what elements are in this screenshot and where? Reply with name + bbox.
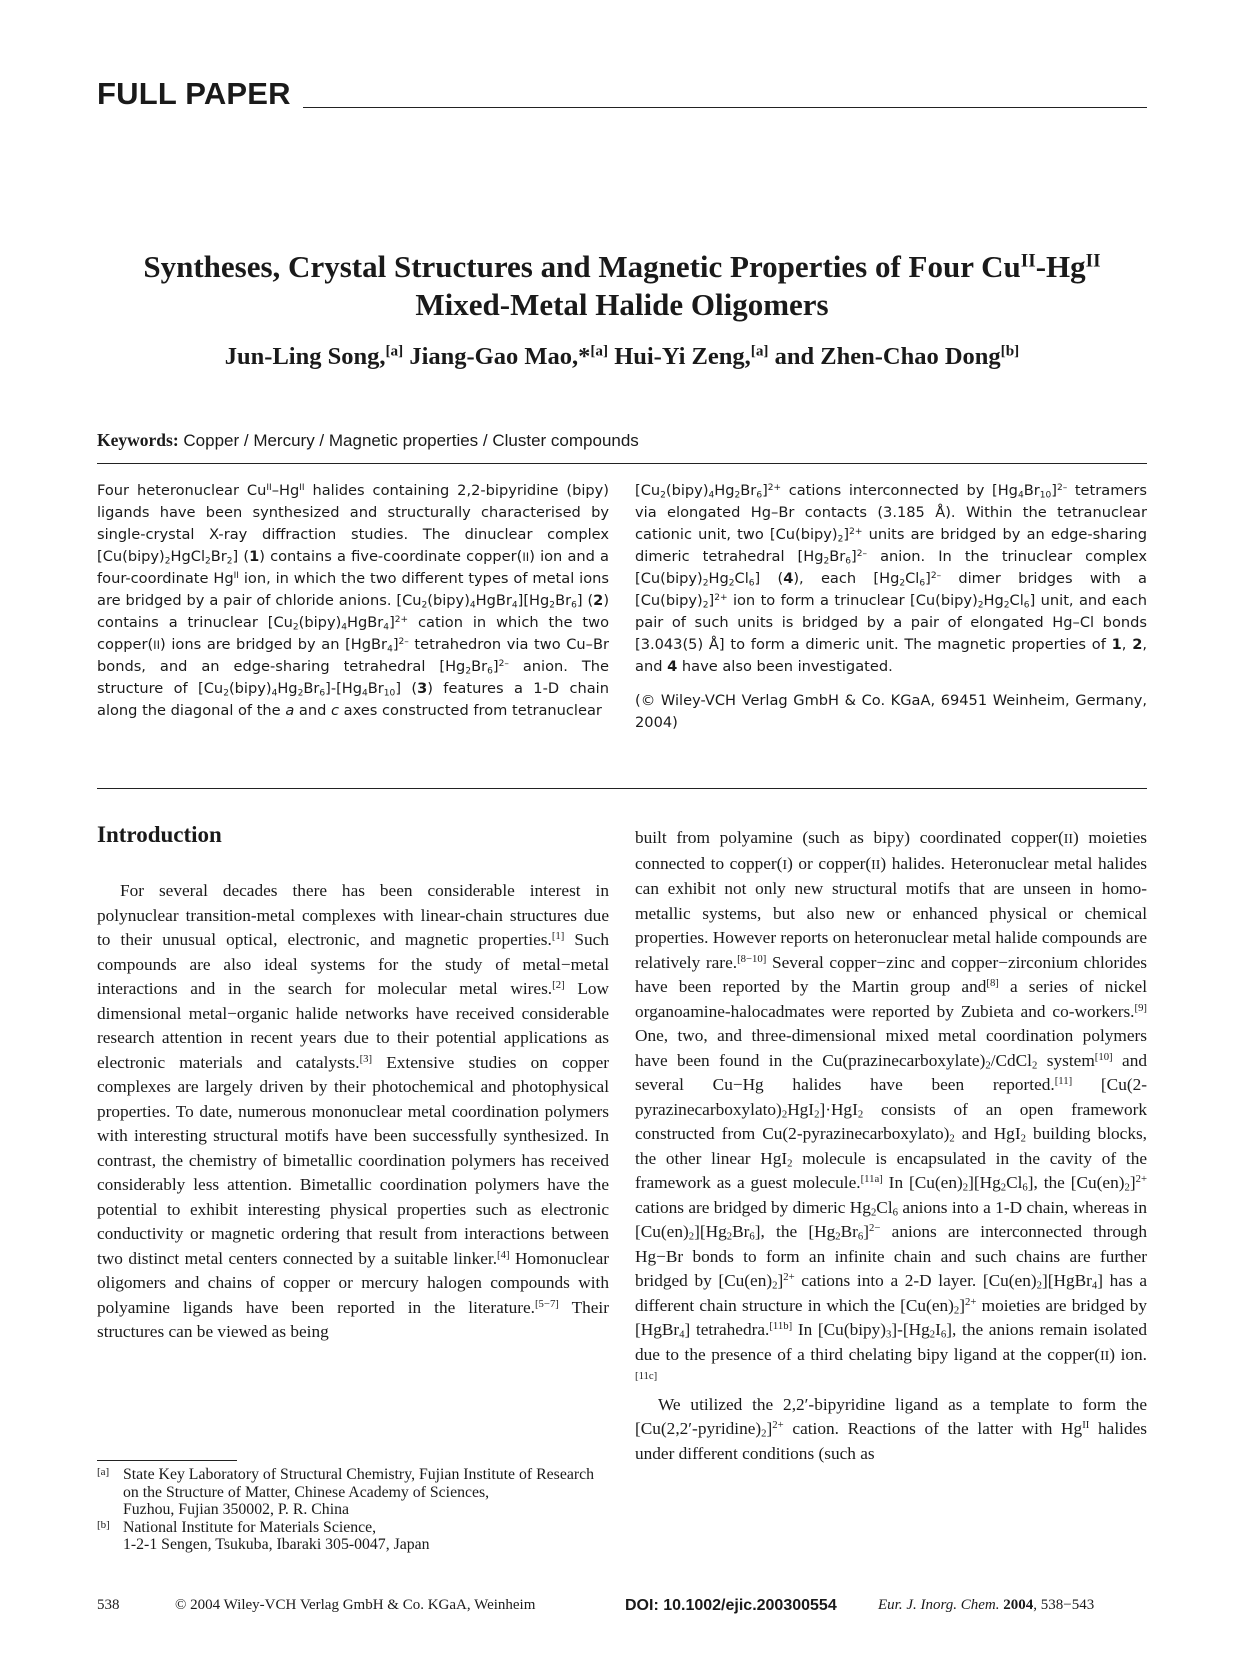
abstract-right-column xyxy=(635,480,1147,734)
abstract-bottom-rule xyxy=(97,788,1147,789)
header-label: FULL PAPER xyxy=(97,76,291,111)
page-number: 538 xyxy=(97,1597,120,1613)
author-name: Jiang-Gao Mao,* xyxy=(409,343,591,370)
body-paragraph: For several decades there has been considerable interest in polynuclear transition-metal complexes with linear-chain structures due to their unusual optical, electronic, and magnetic properties.[1] Such compounds are also ideal systems for the study of metal−metal interactions and in the search for molecular metal wires.[2] Low dimensional metal−organic halide networks have received considerable research attention in recent years due to their potential applications as electronic materials and catalysts.[3] Extensive studies on copper complexes are largely driven by their photochemical and photophysical properties. To date, numerous mononuclear metal coordination polymers with interesting structural motifs have been successfully synthesized. In contrast, the chemistry of bimetallic coordination polymers has received considerably less attention. Bimetallic coordination polymers have the potential to exhibit interesting physical properties such as electronic conductivity or magnetic ordering that result from interactions between two distinct metal centers connected by a suitable linker.[4] Homonuclear oligomers and chains of copper or mercury halogen compounds with polyamine ligands have been reported in the literature.[5−7] Their structures can be viewed as being xyxy=(97,881,610,1341)
abstract-left-column xyxy=(97,480,609,722)
body-right-column xyxy=(635,826,1147,1466)
header-rule xyxy=(303,107,1147,108)
title-sup1: II xyxy=(1020,250,1036,272)
keywords-text: Copper / Mercury / Magnetic properties / Cluster compounds xyxy=(183,431,639,450)
title-line1: Syntheses, Crystal Structures and Magnetic Properties of Four Cu xyxy=(143,249,1021,284)
abstract-top-rule xyxy=(97,463,1147,464)
footnote-rule xyxy=(97,1460,237,1461)
footnote-mark: [b] xyxy=(97,1518,110,1531)
title-mid: -Hg xyxy=(1035,249,1086,284)
journal-name: Eur. J. Inorg. Chem. xyxy=(878,1597,1000,1613)
footnote-b xyxy=(97,1519,609,1554)
footnote-a xyxy=(97,1466,609,1519)
journal-year: 2004 xyxy=(1003,1597,1034,1613)
author-affiliation: [b] xyxy=(1000,342,1020,360)
footer-citation xyxy=(878,1597,1094,1614)
paper-title xyxy=(97,248,1147,324)
author-affiliation: [a] xyxy=(750,342,769,360)
author-affiliation: [a] xyxy=(590,342,609,360)
footnote-text: National Institute for Materials Science, xyxy=(123,1518,377,1536)
footnotes xyxy=(97,1466,609,1554)
title-line2: Mixed-Metal Halide Oligomers xyxy=(415,287,829,322)
footer-doi: DOI: 10.1002/ejic.200300554 xyxy=(625,1597,837,1614)
running-header xyxy=(97,76,1147,116)
author-affiliation: [a] xyxy=(385,342,404,360)
author-name: and Zhen-Chao Dong xyxy=(774,343,1001,370)
footer-copyright: © 2004 Wiley-VCH Verlag GmbH & Co. KGaA, Weinheim xyxy=(175,1597,536,1613)
author-list xyxy=(97,343,1147,371)
footnote-line2: 1-2-1 Sengen, Tsukuba, Ibaraki 305-0047, Japan xyxy=(123,1536,430,1553)
journal-pages: , 538−543 xyxy=(1033,1597,1095,1613)
author-name: Hui-Yi Zeng, xyxy=(614,343,751,370)
abstract-copyright: (© Wiley-VCH Verlag GmbH & Co. KGaA, 69451 Weinheim, Germany, 2004) xyxy=(635,692,1147,731)
footnote-text: State Key Laboratory of Structural Chemistry, Fujian Institute of Research on the Structure of Matter, Chinese Academy of Sciences, xyxy=(123,1466,595,1501)
section-heading: Introduction xyxy=(97,822,222,847)
author-name: Jun-Ling Song, xyxy=(224,343,386,370)
keywords xyxy=(97,430,639,451)
abstract-text: Four heteronuclear $Cu^{II}-Hg^{II}$ halides containing 2,2-bipyridine (bipy) ligands have been synthesized and structurally characterised by single-crystal X-ray diffraction studies. The dinuclear complex $[Cu(bipy)_2HgCl_2Br_2]$ (1) contains a five-coordinate copper(II) ion and a four-coordinate $Hg^{II}$ ion, in which the two different types of metal ions are bridged by a pair of chloride anions. $[Cu_2(bipy)_4HgBr_4][Hg_2Br_6]$ (2) contains a trinuclear $[Cu_2(bipy)_4HgBr_4]^{2+}$ cation in which the two copper(II) ions are bridged by an [HgBr$_4$]$^{2-}$ tetrahedron via two Cu–Br bonds, and an edge-sharing tetrahedral $[Hg_2Br_6]^{2-}$ anion. The structure of $[Cu_2(bipy)_4Hg_2Br_6]-[Hg_4Br_{10}]$ (3) features a 1-D chain along the diagonal of the a and c axes constructed from tetranuclear xyxy=(97,482,610,719)
footnote-mark: [a] xyxy=(97,1466,110,1478)
footnote-line2: Fuzhou, Fujian 350002, P. R. China xyxy=(123,1501,349,1518)
body-paragraph: built from polyamine (such as bipy) coordinated copper(II) moieties connected to copper(I) or copper(II) halides. Heteronuclear metal halides can exhibit not only new structural motifs that are unseen in homo-metallic systems, but also new or enhanced physical or chemical properties. However reports on heteronuclear metal halide compounds are relatively rare.[8−10] Several copper−zinc and copper−zirconium chlorides have been reported by the Martin group and[8] a series of nickel organoamine-halocadmates were reported by Zubieta and co-workers.[9] One, two, and three-dimensional mixed metal coordination polymers have been found in the $Cu(prazinecarboxylate)_2/CdCl_2$ system[10] and several Cu−Hg halides have been reported.[11] $[Cu(2-pyrazinecarboxylato)_2HgI_2]\cdot HgI_2$ consists of an open framework constructed from $Cu(2-pyrazinecarboxylato)_2$ and HgI$_2$ building blocks, the other linear HgI$_2$ molecule is encapsulated in the cavity of the framework as a guest molecule.[11a] In $[Cu(en)_2][Hg_2Cl_6]$, the $[Cu(en)_2]^{2+}$ cations are bridged by dimeric $Hg_2Cl_6$ anions into a 1-D chain, whereas in $[Cu(en)_2][Hg_2Br_6]$, the $[Hg_2Br_6]^{2-}$ anions are interconnected through Hg−Br bonds to form an infinite chain and such chains are further bridged by $[Cu(en)_2]^{2+}$ cations into a 2-D layer. $[Cu(en)_2][HgBr_4]$ has a different chain structure in which the $[Cu(en)_2]^{2+}$ moieties are bridged by [HgBr$_4$] tetrahedra.[11b] In $[Cu(bipy)_3]-[Hg_2I_6]$, the anions remain isolated due to the presence of a third chelating bipy ligand at the copper(II) ion.[11c] xyxy=(635,828,1148,1383)
body-left-column xyxy=(97,879,609,1345)
body-paragraph: We utilized the 2,2′-bipyridine ligand as a template to form the $[Cu(2,2'-pyridine)_2]^{2+}$ cation. Reactions of the latter with $Hg^{II}$ halides under different conditions (such as xyxy=(635,1394,1147,1463)
abstract-text: $[Cu_2(bipy)_4Hg_2Br_6]^{2+}$ cations interconnected by $[Hg_4Br_{10}]^{2-}$ tetramers via elongated Hg–Br contacts (3.185 Å). Within the tetranuclear cationic unit, two $[Cu(bipy)_2]^{2+}$ units are bridged by an edge-sharing dimeric tetrahedral $[Hg_2Br_6]^{2-}$ anion. In the trinuclear complex $[Cu(bipy)_2Hg_2Cl_6]$ (4), each $[Hg_2Cl_6]^{2-}$ dimer bridges with a $[Cu(bipy)_2]^{2+}$ ion to form a trinuclear $[Cu(bipy)_2Hg_2Cl_6]$ unit, and each pair of such units is bridged by a pair of elongated Hg–Cl bonds [3.043(5) Å] to form a dimeric unit. The magnetic properties of 1, 2, and 4 have also been investigated. xyxy=(635,482,1148,675)
page-footer xyxy=(97,1597,1147,1619)
title-sup2: II xyxy=(1085,250,1101,272)
keywords-label: Keywords: xyxy=(97,430,179,450)
